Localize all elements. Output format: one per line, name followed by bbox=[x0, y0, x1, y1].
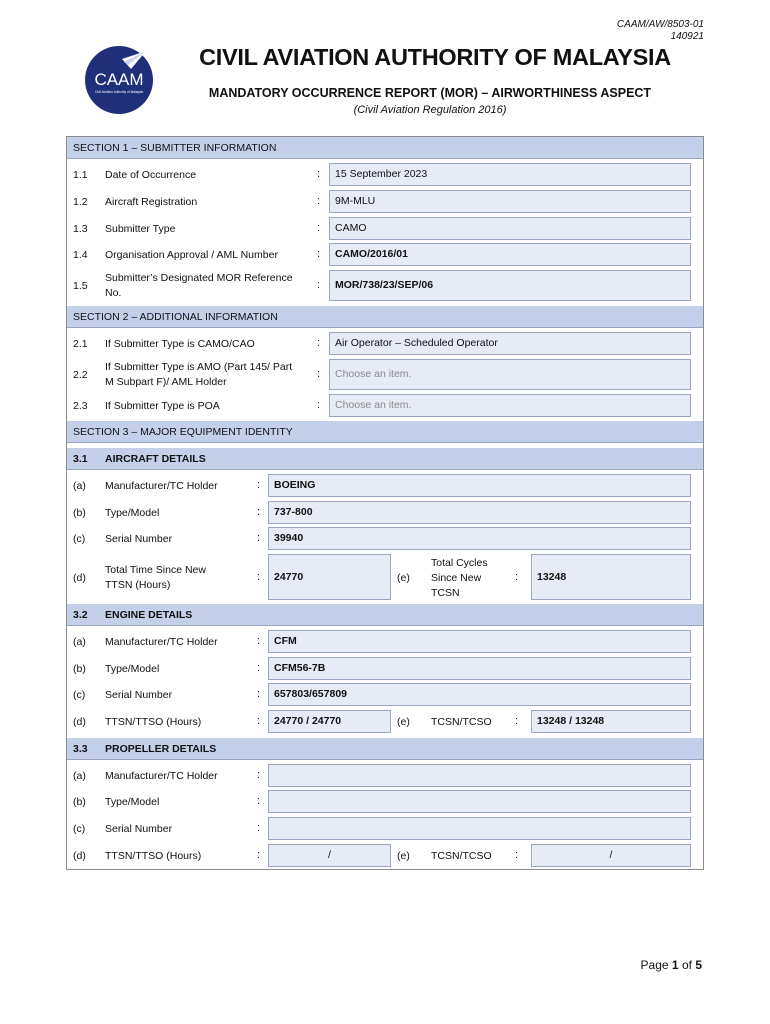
colon: : bbox=[257, 506, 261, 518]
field-label: Type/Model bbox=[105, 663, 160, 675]
colon: : bbox=[515, 571, 519, 583]
colon: : bbox=[257, 849, 261, 861]
row-letter: (e) bbox=[397, 572, 410, 584]
row-letter: (d) bbox=[73, 716, 86, 728]
colon: : bbox=[257, 635, 261, 647]
colon: : bbox=[257, 532, 261, 544]
aircraft-registration-field[interactable]: 9M-MLU bbox=[329, 190, 691, 213]
subsection-number: 3.1 bbox=[73, 453, 88, 465]
aircraft-details-header bbox=[67, 448, 703, 470]
row-letter: (a) bbox=[73, 636, 86, 648]
field-label-line1: Total Cycles bbox=[431, 557, 488, 569]
report-subtitle: MANDATORY OCCURRENCE REPORT (MOR) – AIRWORTHINESS ASPECT bbox=[208, 86, 652, 100]
colon: : bbox=[257, 795, 261, 807]
field-label: Manufacturer/TC Holder bbox=[105, 636, 218, 648]
field-label: Manufacturer/TC Holder bbox=[105, 480, 218, 492]
amo-type-dropdown[interactable]: Choose an item. bbox=[329, 359, 691, 390]
field-label: Serial Number bbox=[105, 533, 173, 545]
mor-form bbox=[66, 136, 704, 870]
row-letter: (b) bbox=[73, 507, 86, 519]
colon: : bbox=[515, 715, 519, 727]
colon: : bbox=[317, 248, 321, 260]
row-number: 1.5 bbox=[73, 280, 88, 292]
field-label-line1: If Submitter Type is AMO (Part 145/ Part bbox=[105, 361, 293, 373]
aircraft-ttsn-field[interactable]: 24770 bbox=[268, 554, 391, 600]
engine-details-header bbox=[67, 604, 703, 626]
field-label: Submitter Type bbox=[105, 223, 176, 235]
field-label-line2: No. bbox=[105, 287, 122, 299]
engine-ttsn-field[interactable]: 24770 / 24770 bbox=[268, 710, 391, 733]
colon: : bbox=[257, 822, 261, 834]
field-label-line3: TCSN bbox=[431, 587, 460, 599]
field-label-line1: Total Time Since New bbox=[105, 564, 206, 576]
logo-text: CAAM bbox=[94, 70, 144, 89]
field-label: Type/Model bbox=[105, 507, 160, 519]
poa-type-dropdown[interactable]: Choose an item. bbox=[329, 394, 691, 417]
field-label-line1: Submitter’s Designated MOR Reference bbox=[105, 272, 293, 284]
row-letter: (e) bbox=[397, 850, 410, 862]
section-3-header: SECTION 3 – MAJOR EQUIPMENT IDENTITY bbox=[67, 421, 703, 443]
row-letter: (a) bbox=[73, 480, 86, 492]
field-label: Manufacturer/TC Holder bbox=[105, 770, 218, 782]
camo-cao-type-field[interactable]: Air Operator – Scheduled Operator bbox=[329, 332, 691, 355]
subsection-title: PROPELLER DETAILS bbox=[105, 743, 217, 755]
field-label: Serial Number bbox=[105, 823, 173, 835]
colon: : bbox=[257, 769, 261, 781]
colon: : bbox=[317, 195, 321, 207]
row-letter: (c) bbox=[73, 823, 86, 835]
field-label: Organisation Approval / AML Number bbox=[105, 249, 278, 261]
colon: : bbox=[317, 368, 321, 380]
field-label: TTSN/TTSO (Hours) bbox=[105, 850, 202, 862]
doc-ref-code: CAAM/AW/8503-01 bbox=[616, 19, 704, 30]
row-letter: (e) bbox=[397, 716, 410, 728]
colon: : bbox=[515, 849, 519, 861]
page-current: 1 bbox=[671, 958, 679, 972]
organisation-approval-field[interactable]: CAMO/2016/01 bbox=[329, 243, 691, 266]
colon: : bbox=[257, 662, 261, 674]
subsection-title: AIRCRAFT DETAILS bbox=[105, 453, 206, 465]
date-of-occurrence-field[interactable]: 15 September 2023 bbox=[329, 163, 691, 186]
document-reference bbox=[617, 19, 704, 43]
logo-caption: Civil Aviation Authority of Malaysia bbox=[94, 90, 144, 94]
row-letter: (b) bbox=[73, 663, 86, 675]
field-label: Date of Occurrence bbox=[105, 169, 197, 181]
row-number: 1.1 bbox=[73, 169, 88, 181]
colon: : bbox=[257, 571, 261, 583]
row-letter: (c) bbox=[73, 533, 86, 545]
row-letter: (b) bbox=[73, 796, 86, 808]
regulation-note: (Civil Aviation Regulation 2016) bbox=[353, 104, 507, 116]
field-label: Aircraft Registration bbox=[105, 196, 198, 208]
field-label: If Submitter Type is POA bbox=[105, 400, 220, 412]
engine-serial-field[interactable]: 657803/657809 bbox=[268, 683, 691, 706]
field-label-line2: M Subpart F)/ AML Holder bbox=[105, 376, 227, 388]
field-label: TTSN/TTSO (Hours) bbox=[105, 716, 202, 728]
row-letter: (c) bbox=[73, 689, 86, 701]
aircraft-type-field[interactable]: 737-800 bbox=[268, 501, 691, 524]
colon: : bbox=[257, 715, 261, 727]
colon: : bbox=[317, 337, 321, 349]
engine-manufacturer-field[interactable]: CFM bbox=[268, 630, 691, 653]
row-number: 1.3 bbox=[73, 223, 88, 235]
doc-ref-date: 140921 bbox=[670, 31, 704, 42]
colon: : bbox=[257, 479, 261, 491]
of-word: of bbox=[681, 958, 692, 972]
row-number: 1.2 bbox=[73, 196, 88, 208]
mor-reference-field[interactable]: MOR/738/23/SEP/06 bbox=[329, 270, 691, 301]
page-number bbox=[641, 958, 702, 972]
caam-logo bbox=[84, 45, 154, 115]
aircraft-tcsn-field[interactable]: 13248 bbox=[531, 554, 691, 600]
propeller-details-header bbox=[67, 738, 703, 760]
field-label: Serial Number bbox=[105, 689, 173, 701]
colon: : bbox=[317, 168, 321, 180]
engine-type-field[interactable]: CFM56-7B bbox=[268, 657, 691, 680]
propeller-manufacturer-field[interactable] bbox=[268, 764, 691, 787]
propeller-ttsn-field[interactable]: / bbox=[268, 844, 391, 867]
colon: : bbox=[317, 279, 321, 291]
field-label: If Submitter Type is CAMO/CAO bbox=[105, 338, 255, 350]
propeller-type-field[interactable] bbox=[268, 790, 691, 813]
aircraft-serial-field[interactable]: 39940 bbox=[268, 527, 691, 550]
page-total: 5 bbox=[695, 958, 702, 972]
field-label: Type/Model bbox=[105, 796, 160, 808]
row-number: 1.4 bbox=[73, 249, 88, 261]
row-number: 2.1 bbox=[73, 338, 88, 350]
propeller-tcsn-field[interactable]: / bbox=[531, 844, 691, 867]
field-label-line2: Since New bbox=[431, 572, 482, 584]
row-number: 2.3 bbox=[73, 400, 88, 412]
field-label-line2: TTSN (Hours) bbox=[105, 579, 171, 591]
row-letter: (a) bbox=[73, 770, 86, 782]
page-title: CIVIL AVIATION AUTHORITY OF MALAYSIA bbox=[199, 44, 671, 70]
subsection-number: 3.2 bbox=[73, 609, 88, 621]
row-letter: (d) bbox=[73, 850, 86, 862]
aircraft-manufacturer-field[interactable]: BOEING bbox=[268, 474, 691, 497]
submitter-type-field[interactable]: CAMO bbox=[329, 217, 691, 240]
subsection-number: 3.3 bbox=[73, 743, 88, 755]
engine-tcsn-field[interactable]: 13248 / 13248 bbox=[531, 710, 691, 733]
section-2-header: SECTION 2 – ADDITIONAL INFORMATION bbox=[67, 306, 703, 328]
subsection-title: ENGINE DETAILS bbox=[105, 609, 193, 621]
colon: : bbox=[317, 222, 321, 234]
row-letter: (d) bbox=[73, 572, 86, 584]
page-word: Page bbox=[640, 958, 669, 972]
colon: : bbox=[257, 688, 261, 700]
colon: : bbox=[317, 399, 321, 411]
field-label: TCSN/TCSO bbox=[431, 850, 492, 862]
row-number: 2.2 bbox=[73, 369, 88, 381]
section-1-header: SECTION 1 – SUBMITTER INFORMATION bbox=[67, 137, 703, 159]
field-label: TCSN/TCSO bbox=[431, 716, 492, 728]
propeller-serial-field[interactable] bbox=[268, 817, 691, 840]
